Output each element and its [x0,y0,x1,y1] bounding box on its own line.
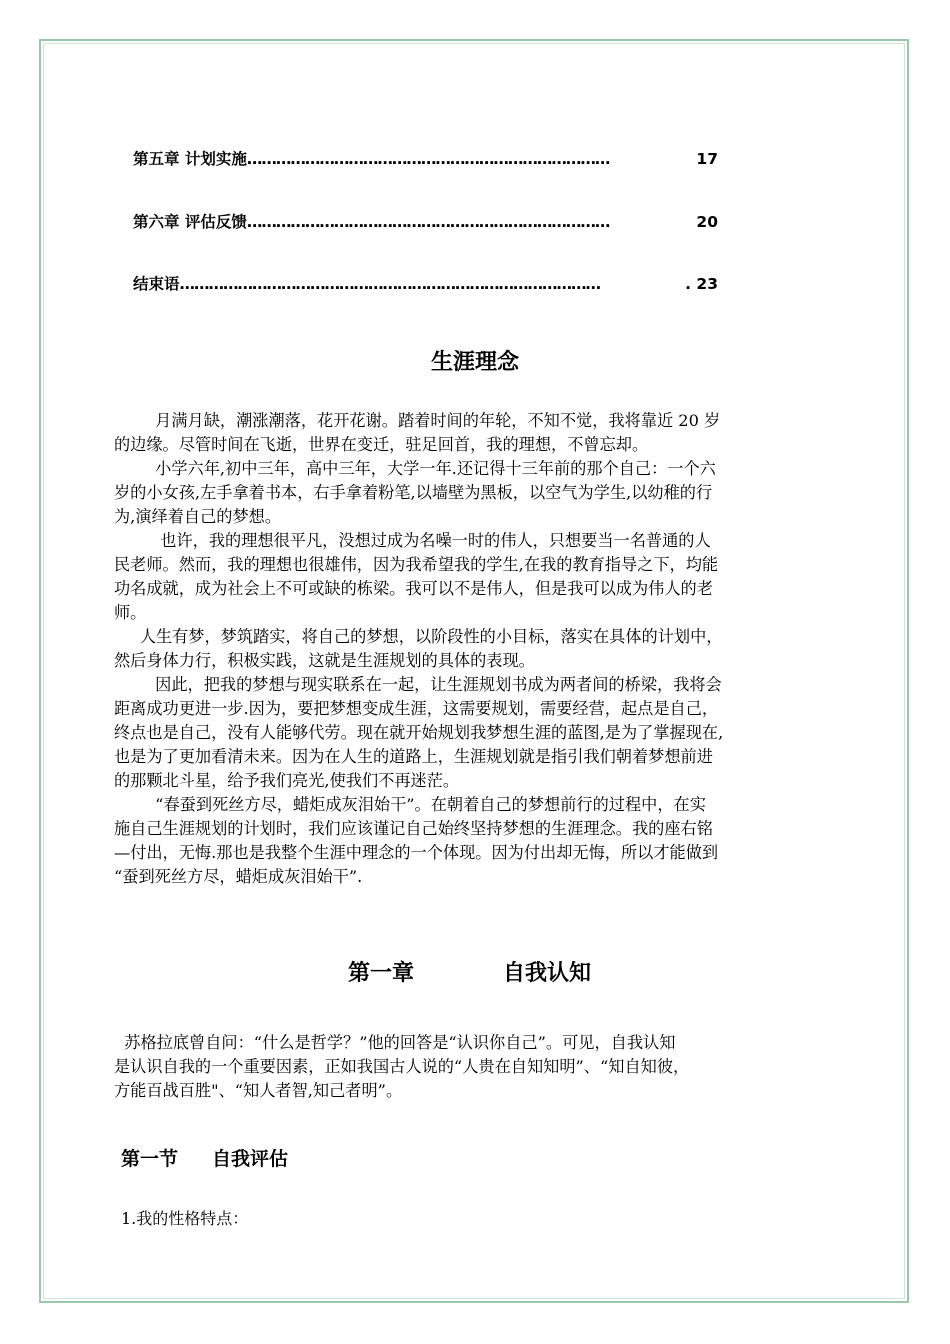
text-line: 是认识自我的一个重要因素，正如我国古人说的“人贵在自知知明”、“知自知彼， [114,1057,690,1076]
chapter1-number: 第一章 [348,961,415,986]
text-line: “春蚕到死丝方尽，蜡炬成灰泪始干”。在朝着自己的梦想前行的过程中，在实 [114,795,706,814]
text-line: 距离成功更进一步.因为，要把梦想变成生涯，这需要规划，需要经营，起点是自己， [114,699,719,718]
toc-leader-dots: ………………………………………………………………… [246,150,610,168]
text-line: 师。 [114,603,147,622]
career-concept-body [114,409,834,889]
toc-label: 结束语 [133,275,180,293]
chapter1-intro [114,1031,834,1103]
text-line: 的边缘。尽管时间在飞逝，世界在变迁，驻足回首，我的理想，不曾忘却。 [114,435,649,454]
text-line: 为,演绎着自己的梦想。 [114,507,282,526]
toc-page-number: 20 [696,213,718,231]
career-concept-title: 生涯理念 [430,350,519,375]
text-line: 小学六年,初中三年，高中三年，大学一年.还记得十三年前的那个自己：一个六 [114,459,716,478]
personality-traits-label: 1.我的性格特点： [121,1209,249,1228]
toc-page-number: . 23 [685,275,718,293]
toc-leader-dots: ………………………………………………………………… [246,213,610,231]
text-line: 人生有梦，梦筑踏实，将自己的梦想，以阶段性的小目标，落实在具体的计划中， [114,627,723,646]
toc-entry-chapter6[interactable] [133,212,718,232]
text-line: 然后身体力行，积极实践，这就是生涯规划的具体的表现。 [114,651,535,670]
text-line: 的那颗北斗星，给予我们亮光,使我们不再迷茫。 [114,771,460,790]
text-line: 功名成就，成为社会上不可或缺的栋梁。我可以不是伟人，但是我可以成为伟人的老 [114,579,713,598]
text-line: 方能百战百胜"、“知人者智,知己者明”。 [114,1081,403,1100]
toc-entry-chapter5[interactable] [133,149,718,169]
text-line: 月满月缺，潮涨潮落，花开花谢。踏着时间的年轮，不知不觉，我将靠近 20 岁 [114,411,721,430]
text-line: 也许，我的理想很平凡，没想过成为名噪一时的伟人，只想要当一名普通的人 [114,531,711,550]
toc-entry-conclusion[interactable] [133,274,718,294]
text-line: 民老师。然而，我的理想也很雄伟，因为我希望我的学生,在我的教育指导之下，均能 [114,555,719,574]
text-line: 施自己生涯规划的计划时，我们应该谨记自己始终坚持梦想的生涯理念。我的座右铭 [114,819,713,838]
text-line: 岁的小女孩,左手拿着书本，右手拿着粉笔,以墙壁为黑板，以空气为学生,以幼稚的行 [114,483,713,502]
toc-leader-dots: …………………………………………………………………………… [179,275,601,293]
text-line: “蚕到死丝方尽，蜡炬成灰泪始干”. [114,867,363,886]
text-line: 因此，把我的梦想与现实联系在一起，让生涯规划书成为两者间的桥梁，我将会 [114,675,722,694]
section1-title: 自我评估 [212,1148,289,1170]
text-line: 也是为了更加看清未来。因为在人生的道路上，生涯规划就是指引我们朝着梦想前进 [114,747,713,766]
chapter1-title: 自我认知 [503,961,592,986]
text-line: 终点也是自己，没有人能够代劳。现在就开始规划我梦想生涯的蓝图,是为了掌握现在, [114,723,724,742]
toc-label: 第六章 评估反馈 [133,213,247,231]
toc-label: 第五章 计划实施 [133,150,247,168]
text-line: —付出，无悔.那也是我整个生涯中理念的一个体现。因为付出却无悔，所以才能做到 [114,843,719,862]
toc-page-number: 17 [696,150,718,168]
text-line: 苏格拉底曾自问：“什么是哲学？”他的回答是“认识你自己”。可见，自我认知 [114,1033,676,1052]
section1-number: 第一节 [121,1148,179,1170]
